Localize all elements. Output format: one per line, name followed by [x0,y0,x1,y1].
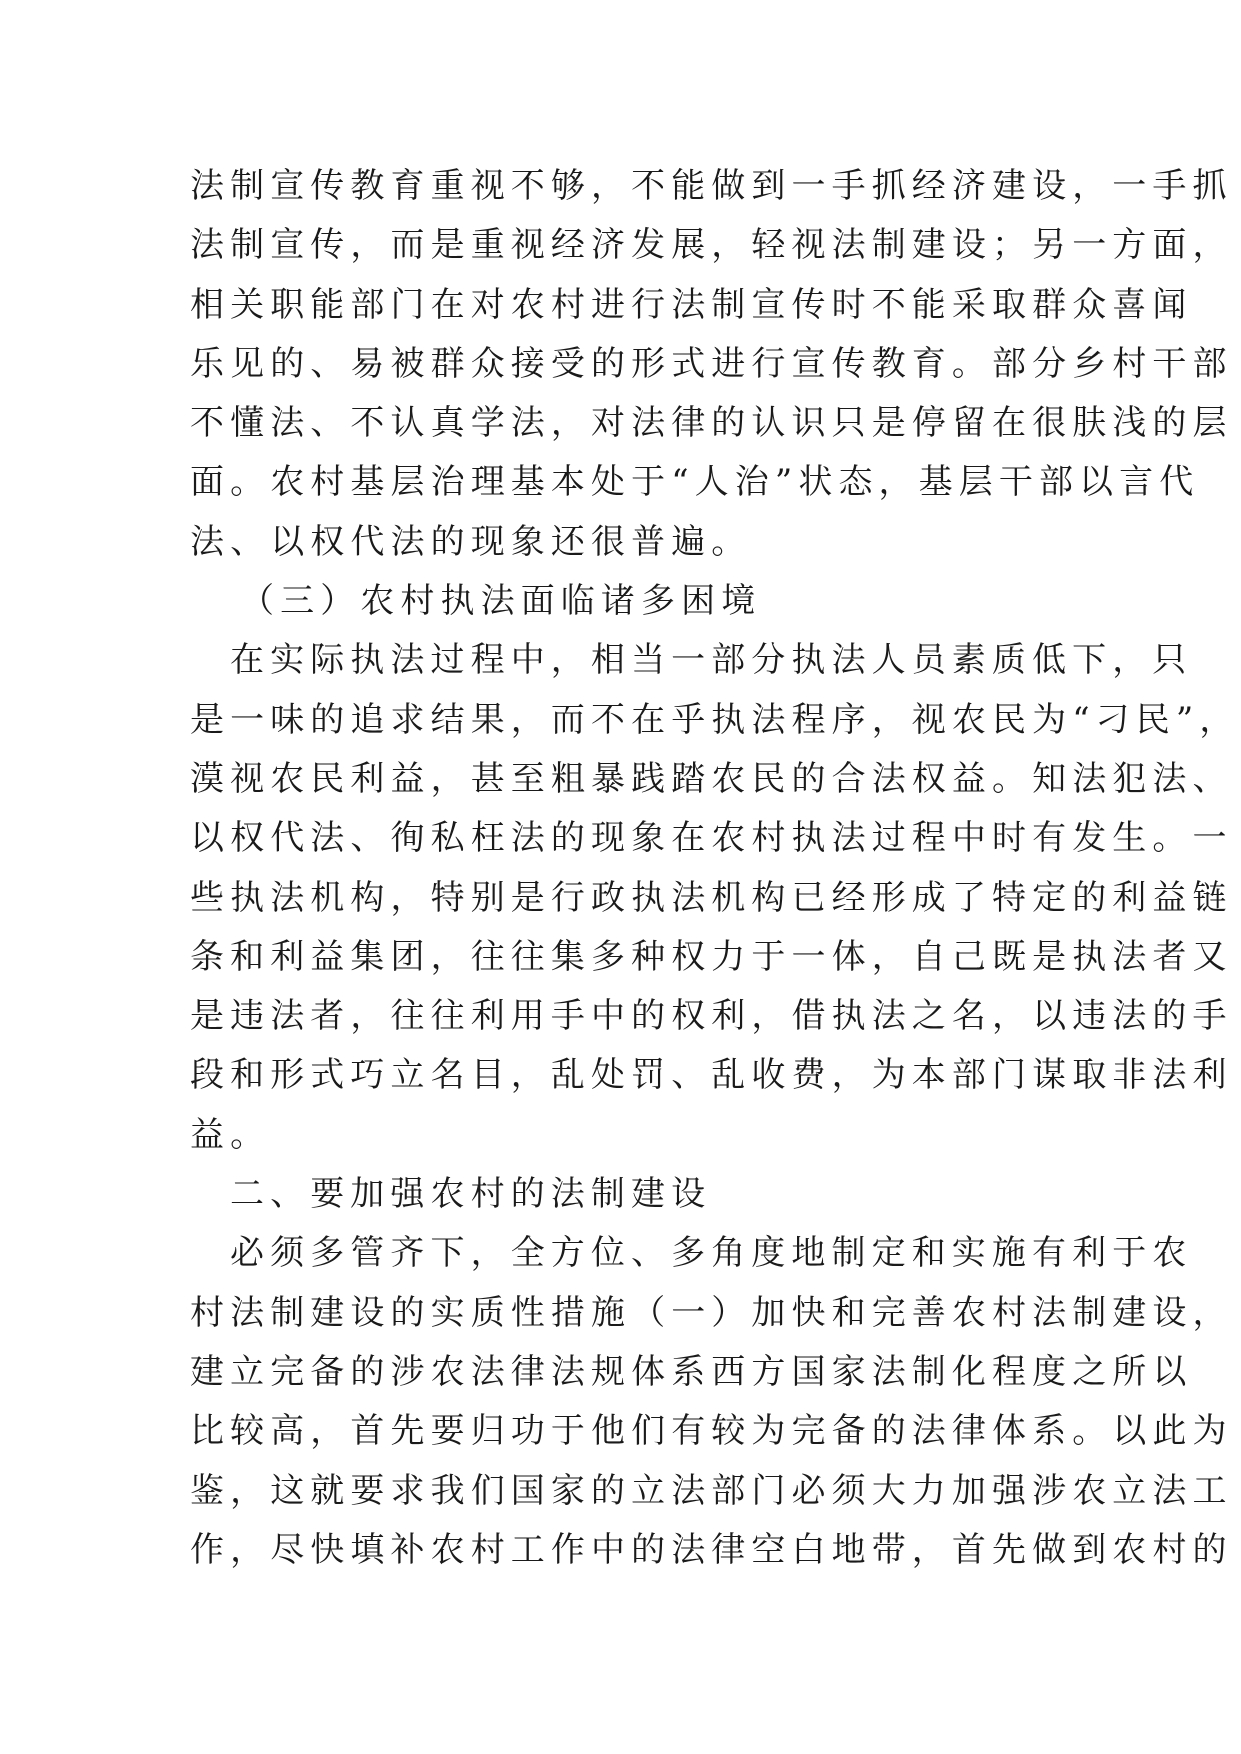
section-heading: （三）农村执法面临诸多困境 [240,581,762,622]
text-line: 漠视农民利益，甚至粗暴践踏农民的合法权益。知法犯法、 [190,758,1233,799]
text-line: 法、以权代法的现象还很普遍。 [190,521,752,562]
text-line: 条和利益集团，往往集多种权力于一体，自己既是执法者又 [190,936,1233,977]
text-line: 法制宣传，而是重视经济发展，轻视法制建设；另一方面， [190,225,1233,266]
text-line: 作，尽快填补农村工作中的法律空白地带，首先做到农村的 [190,1529,1233,1570]
text-line: 比较高，首先要归功于他们有较为完备的法律体系。以此为 [190,1411,1233,1452]
text-line: 段和形式巧立名目，乱处罚、乱收费，为本部门谋取非法利 [190,1055,1233,1096]
document-body [190,157,1240,1580]
text-line: 在实际执法过程中，相当一部分执法人员素质低下，只 [230,640,1193,681]
section-heading: 二、要加强农村的法制建设 [230,1174,712,1215]
text-line: 是违法者，往往利用手中的权利，借执法之名，以违法的手 [190,996,1233,1037]
text-line: 是一味的追求结果，而不在乎执法程序，视农民为“刁民”， [190,699,1240,740]
text-line: 法制宣传教育重视不够，不能做到一手抓经济建设，一手抓 [190,166,1233,206]
text-line: 不懂法、不认真学法，对法律的认识只是停留在很肤浅的层 [190,403,1233,444]
text-line: 益。 [190,1114,271,1155]
text-line: 面。农村基层治理基本处于“人治”状态，基层干部以言代 [190,462,1200,503]
text-line: 必须多管齐下，全方位、多角度地制定和实施有利于农 [230,1233,1193,1274]
text-line: 相关职能部门在对农村进行法制宣传时不能采取群众喜闻 [190,284,1193,325]
text-line: 鉴，这就要求我们国家的立法部门必须大力加强涉农立法工 [190,1470,1233,1511]
text-line: 乐见的、易被群众接受的形式进行宣传教育。部分乡村干部 [190,343,1233,384]
text-line: 些执法机构，特别是行政执法机构已经形成了特定的利益链 [190,877,1233,918]
text-line: 建立完备的涉农法律法规体系西方国家法制化程度之所以 [190,1351,1193,1392]
text-line: 村法制建设的实质性措施（一）加快和完善农村法制建设， [190,1292,1233,1333]
text-line: 以权代法、徇私枉法的现象在农村执法过程中时有发生。一 [190,818,1233,859]
